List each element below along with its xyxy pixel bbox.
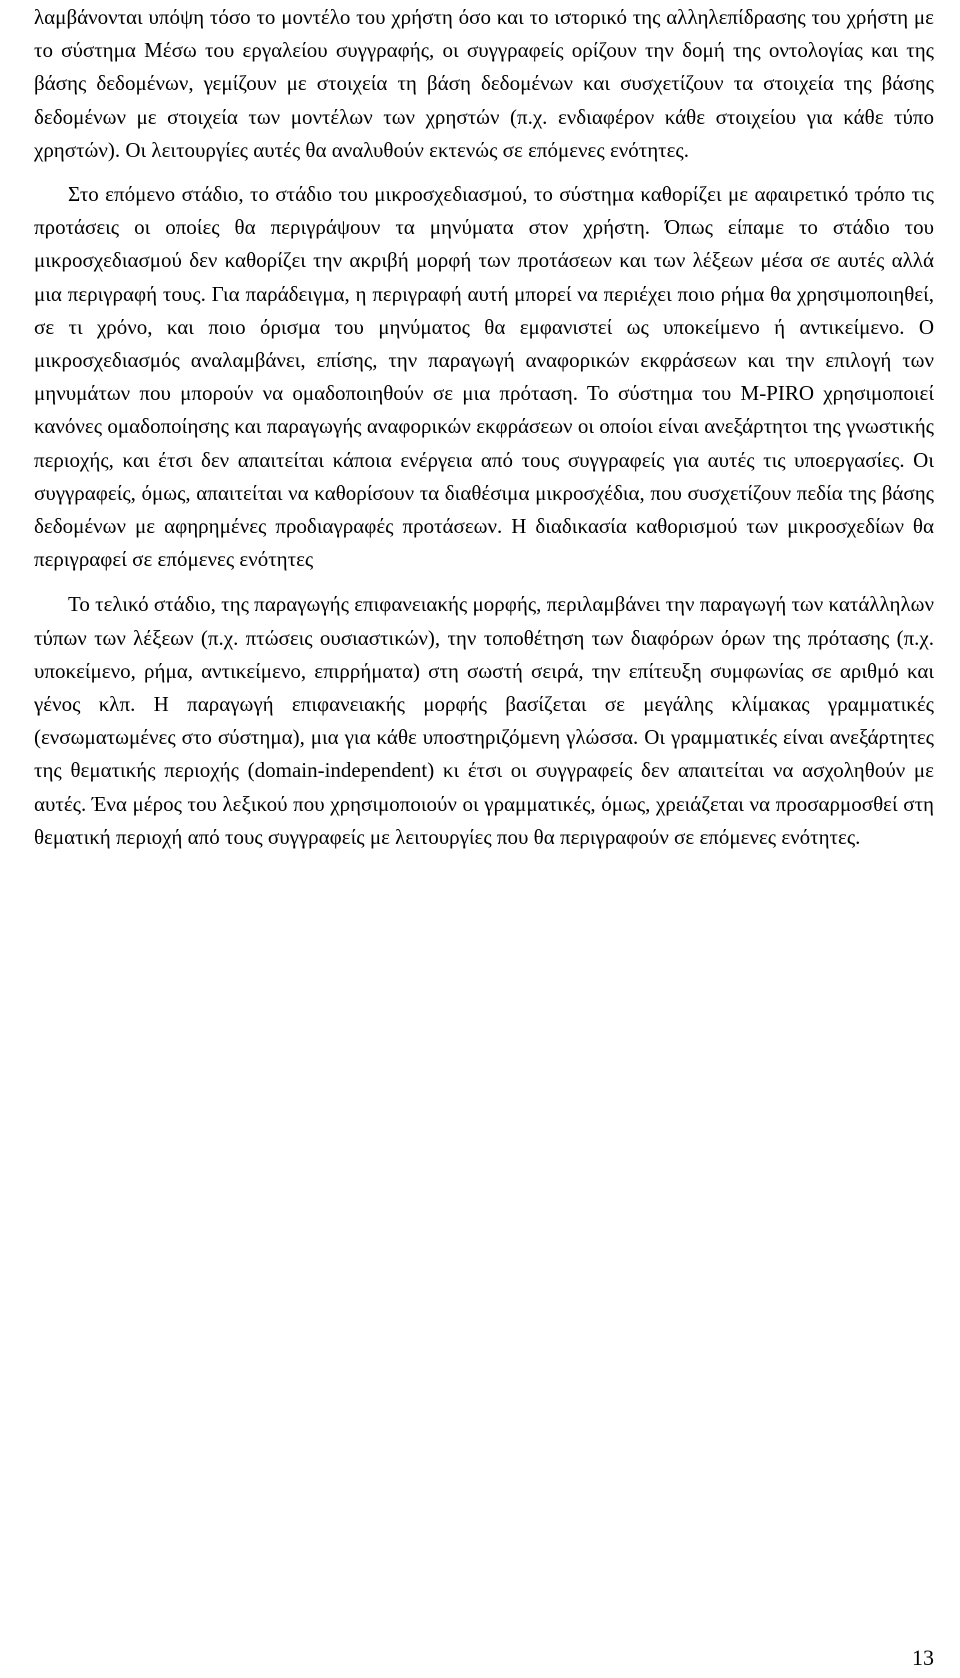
paragraph-surface-realization: Το τελικό στάδιο, της παραγωγής επιφανειακής μορφής, περιλαμβάνει την παραγωγή των κατάλληλων τύπων των λέξεων (π.χ. πτώσεις ουσιαστικών), την τοποθέτηση των διαφόρων όρων της πρότασης (π.χ. υποκείμενο, ρήμα, αντικείμενο, επιρρήματα) στη σωστή σειρά, την επίτευξη συμφωνίας σε αριθμό και γένος κλπ. Η παραγωγή επιφανειακής μορφής βασίζεται σε μεγάλης κλίμακας γραμματικές (ενσωματωμένες στο σύστημα), μια για κάθε υποστηριζόμενη γλώσσα. Οι γραμματικές είναι ανεξάρτητες της θεματικής περιοχής (domain-independent) κι έτσι οι συγγραφείς δεν απαιτείται να ασχοληθούν με αυτές. Ένα μέρος του λεξικού που χρησιμοποιούν οι γραμματικές, όμως, χρειάζεται να προσαρμοσθεί στη θεματική περιοχή από τους συγγραφείς με λειτουργίες που θα περιγραφούν σε επόμενες ενότητες. bbox=[34, 592, 934, 849]
document-page bbox=[34, 0, 934, 854]
paragraph-microplanning: Στο επόμενο στάδιο, το στάδιο του μικροσχεδιασμού, το σύστημα καθορίζει με αφαιρετικό τρόπο τις προτάσεις οι οποίες θα περιγράψουν τα μηνύματα στον χρήστη. Όπως είπαμε το στάδιο του μικροσχεδιασμού δεν καθορίζει την ακριβή μορφή των προτάσεων και των λέξεων μέσα σε αυτές αλλά μια περιγραφή τους. Για παράδειγμα, η περιγραφή αυτή μπορεί να περιέχει ποιο ρήμα θα χρησιμοποιηθεί, σε τι χρόνο, και ποιο όρισμα του μηνύματος θα εμφανιστεί ως υποκείμενο ή αντικείμενο. Ο μικροσχεδιασμός αναλαμβάνει, επίσης, την παραγωγή αναφορικών εκφράσεων και την επιλογή των μηνυμάτων που μπορούν να ομαδοποιηθούν σε μια πρόταση. Το σύστημα του M-PIRO χρησιμοποιεί κανόνες ομαδοποίησης και παραγωγής αναφορικών εκφράσεων οι οποίοι είναι ανεξάρτητοι της γνωστικής περιοχής, και έτσι δεν απαιτείται κάποια ενέργεια από τους συγγραφείς για αυτές τις υποεργασίες. Οι συγγραφείς, όμως, απαιτείται να καθορίσουν τα διαθέσιμα μικροσχέδια, που συσχετίζουν πεδία της βάσης δεδομένων με αφηρημένες προδιαγραφές προτάσεων. Η διαδικασία καθορισμού των μικροσχεδίων θα περιγραφεί σε επόμενες ενότητες bbox=[34, 182, 934, 572]
paragraph-continued: λαμβάνονται υπόψη τόσο το μοντέλο του χρήστη όσο και το ιστορικό της αλληλεπίδρασης του χρήστη με το σύστημα Μέσω του εργαλείου συγγραφής, οι συγγραφείς ορίζουν την δομή της οντολογίας και της βάσης δεδομένων, γεμίζουν με στοιχεία τη βάση δεδομένων και συσχετίζουν τα στοιχεία της βάσης δεδομένων με στοιχεία των μοντέλων των χρηστών (π.χ. ενδιαφέρον κάθε στοιχείου για κάθε τύπο χρηστών). Οι λειτουργίες αυτές θα αναλυθούν εκτενώς σε επόμενες ενότητες. bbox=[34, 5, 934, 162]
page-number: 13 bbox=[912, 1645, 934, 1670]
